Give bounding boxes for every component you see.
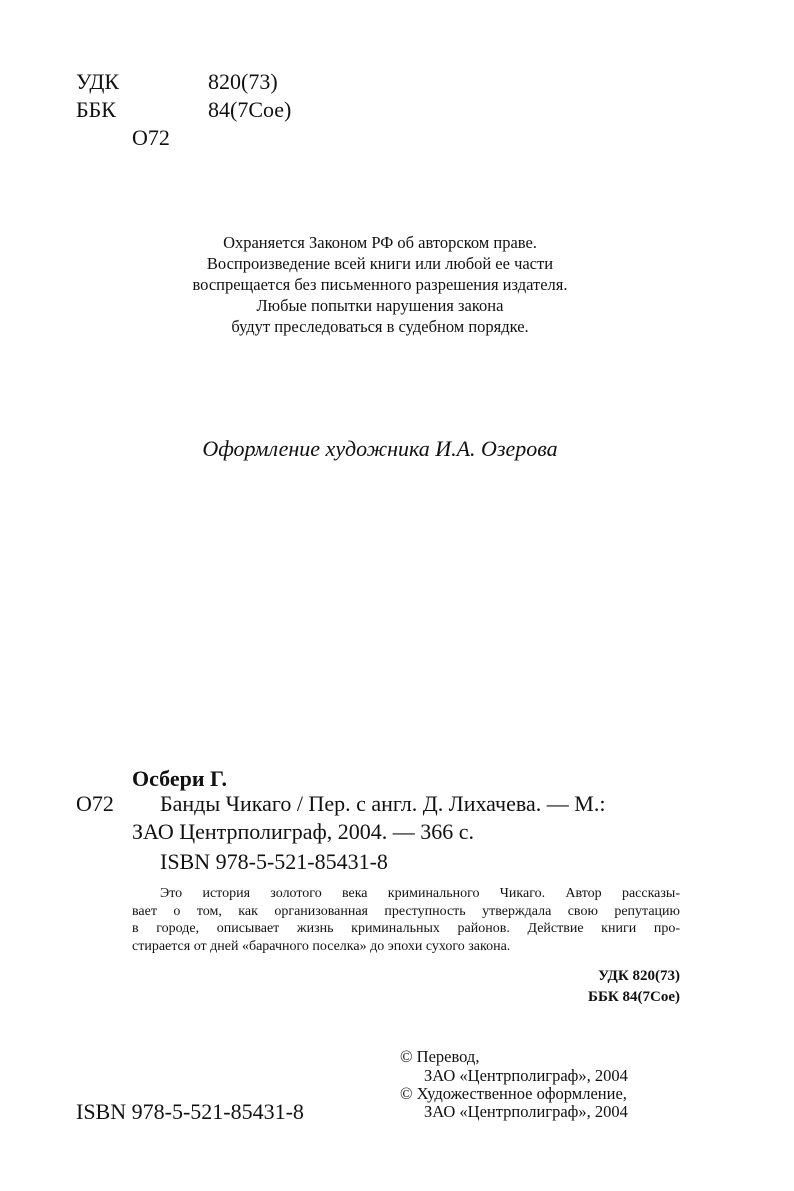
bbk-label: ББК (76, 97, 116, 122)
copyright-holder: ЗАО «Центрполиграф», 2004 (424, 1066, 628, 1085)
title-line-2: ЗАО Центрполиграф, 2004. — 366 с. (132, 819, 475, 844)
copyright-design: © Художественное оформление, (400, 1084, 627, 1103)
annotation-line: Это история золотого века криминального Чикаго. Автор рассказы- (160, 886, 680, 901)
notice-line: Охраняется Законом РФ об авторском праве. (223, 233, 537, 252)
annotation (132, 885, 680, 955)
notice-line: будут преследоваться в судебном порядке. (231, 317, 529, 336)
designer-credit: Оформление художника И.А. Озерова (202, 436, 558, 461)
annotation-line: стирается от дней «барачного поселка» до эпохи сухого закона. (132, 938, 511, 954)
author-sign-record: О72 (76, 791, 114, 816)
author-sign-top: О72 (132, 125, 170, 150)
notice-line: Воспроизведение всей книги или любой ее части (206, 254, 554, 273)
annotation-line: вает о том, как организованная преступность утверждала свою репутацию (132, 903, 680, 919)
bbk-line-top (76, 96, 292, 124)
copyright-notice (100, 232, 660, 337)
udk-bottom: УДК 820(73) (598, 968, 680, 984)
isbn-record: ISBN 978-5-521-85431-8 (160, 849, 388, 874)
udk-line-top (76, 68, 278, 96)
author-name: Осбери Г. (132, 766, 228, 791)
isbn-bottom: ISBN 978-5-521-85431-8 (76, 1099, 304, 1124)
notice-line: Любые попытки нарушения закона (256, 296, 504, 315)
notice-line: воспрещается без письменного разрешения издателя. (192, 275, 568, 294)
udk-value: 820(73) (208, 69, 278, 94)
copyright-translation: © Перевод, (400, 1047, 480, 1066)
udk-label: УДК (76, 69, 120, 94)
annotation-line: в городе, описывает жизнь криминальных районов. Действие книги про- (132, 921, 680, 936)
bbk-value: 84(7Сое) (208, 97, 292, 122)
copyright-holder: ЗАО «Центрполиграф», 2004 (424, 1102, 628, 1121)
copyright-design-holder (400, 1101, 628, 1122)
bbk-bottom: ББК 84(7Сое) (588, 989, 680, 1005)
title-line-1: Банды Чикаго / Пер. с англ. Д. Лихачева. — М.: (160, 791, 606, 816)
